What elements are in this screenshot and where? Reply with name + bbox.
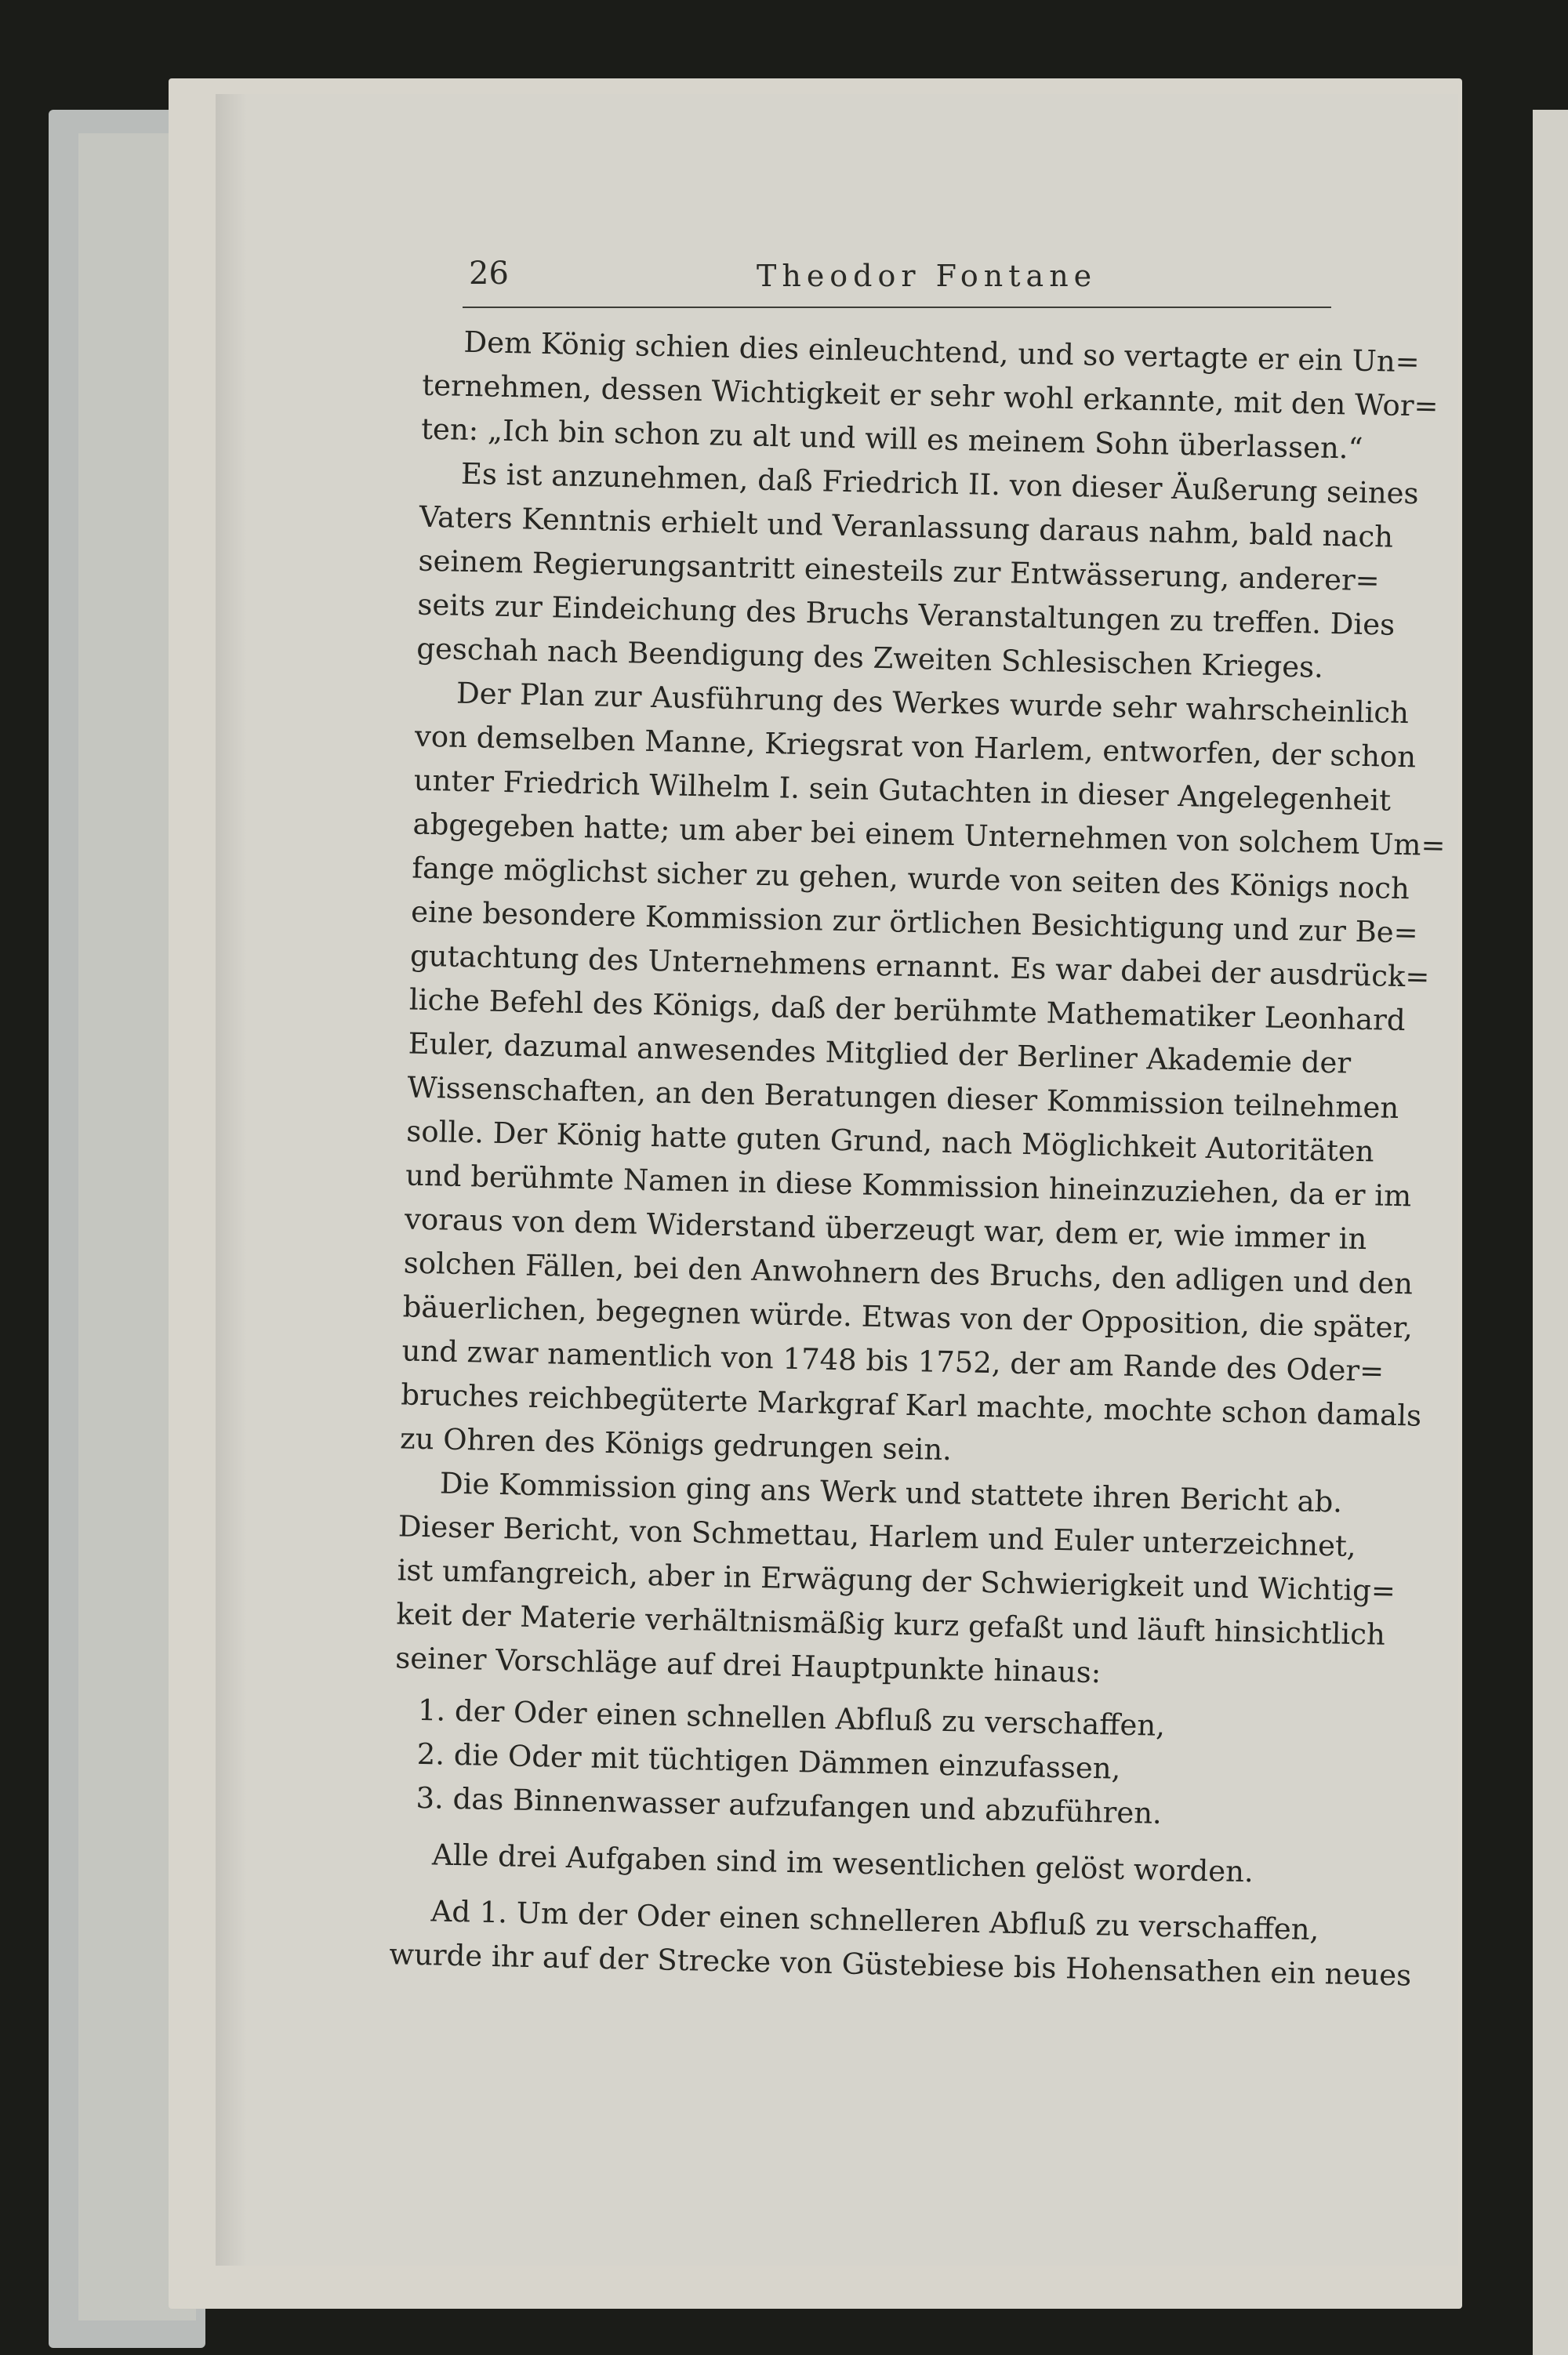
- page-gutter-shadow: [216, 94, 247, 2266]
- page-number: 26: [469, 256, 509, 292]
- text-line: Euler, dazumal anwesendes Mitglied der Berliner Akademie der: [408, 1026, 1352, 1080]
- text-line: ist umfangreich, aber in Erwägung der Schwierigkeit und Wichtig=: [397, 1553, 1396, 1609]
- text-line: seinem Regierungsantritt einesteils zur Entwässerung, anderer=: [418, 543, 1381, 598]
- text-line: seiner Vorschläge auf drei Hauptpunkte hinaus:: [394, 1641, 1102, 1690]
- body-text: [389, 320, 1446, 1996]
- header-rule: [463, 307, 1331, 308]
- text-line: eine besondere Kommission zur örtlichen Besichtigung und zur Be=: [410, 894, 1419, 950]
- text-line: abgegeben hatte; um aber bei einem Unternehmen von solchem Um=: [412, 807, 1446, 863]
- text-line: Die Kommission ging ans Werk und stattete ihren Bericht ab.: [439, 1466, 1343, 1519]
- text-line: Vaters Kenntnis erhielt und Veranlassung daraus nahm, bald nach: [419, 499, 1394, 554]
- text-line: solle. Der König hatte guten Grund, nach Möglichkeit Autoritäten: [405, 1114, 1375, 1169]
- text-line: bruches reichbegüterte Markgraf Karl machte, mochte schon damals: [400, 1377, 1422, 1433]
- text-line: von demselben Manne, Kriegsrat von Harlem, entworfen, der schon: [414, 719, 1417, 775]
- text-line: unter Friedrich Wilhelm I. sein Gutachten in dieser Angelegenheit: [413, 763, 1392, 818]
- page-header: [463, 249, 1333, 310]
- text-line: Ad 1. Um der Oder einen schnelleren Abfluß zu verschaffen,: [430, 1894, 1319, 1947]
- text-line: und zwar namentlich von 1748 bis 1752, der am Rande des Oder=: [401, 1334, 1385, 1388]
- text-line: geschah nach Beendigung des Zweiten Schlesischen Krieges.: [416, 631, 1324, 684]
- text-line: bäuerlichen, begegnen würde. Etwas von der Opposition, die später,: [402, 1290, 1414, 1345]
- list-item: 2. die Oder mit tüchtigen Dämmen einzufassen,: [416, 1736, 1121, 1786]
- text-line: seits zur Eindeichung des Bruchs Veranstaltungen zu treffen. Dies: [417, 587, 1396, 642]
- text-line: ten: „Ich bin schon zu alt und will es meinem Sohn überlassen.“: [420, 412, 1363, 466]
- text-line: wurde ihr auf der Strecke von Güstebiese bis Hohensathen ein neues: [389, 1937, 1412, 1993]
- text-line: keit der Materie verhältnismäßig kurz gefaßt und läuft hinsichtlich: [396, 1597, 1386, 1652]
- text-line: Wissenschaften, an den Beratungen dieser Kommission teilnehmen: [407, 1070, 1399, 1125]
- text-line: Alle drei Aufgaben sind im wesentlichen gelöst worden.: [431, 1838, 1254, 1889]
- facing-page-edge: [1533, 110, 1568, 2355]
- text-line: gutachtung des Unternehmens ernannt. Es war dabei der ausdrück=: [409, 938, 1430, 994]
- text-line: und berühmte Namen in diese Kommission hineinzuziehen, da er im: [405, 1158, 1412, 1214]
- text-line: Es ist anzunehmen, daß Friedrich II. von dieser Äußerung seines: [460, 456, 1420, 511]
- text-line: zu Ohren des Königs gedrungen sein.: [399, 1421, 953, 1468]
- text-line: Der Plan zur Ausführung des Werkes wurde sehr wahrscheinlich: [456, 676, 1410, 731]
- list-item: 3. das Binnenwasser aufzufangen und abzuführen.: [416, 1780, 1163, 1831]
- text-line: ternehmen, dessen Wichtigkeit er sehr wohl erkannte, mit den Wor=: [421, 368, 1439, 423]
- text-line: Dem König schien dies einleuchtend, und so vertagte er ein Un=: [463, 325, 1421, 379]
- text-line: solchen Fällen, bei den Anwohnern des Bruchs, den adligen und den: [403, 1246, 1414, 1301]
- text-line: voraus von dem Widerstand überzeugt war, dem er, wie immer in: [404, 1202, 1367, 1257]
- text-line: liche Befehl des Königs, daß der berühmte Mathematiker Leonhard: [408, 982, 1406, 1038]
- text-line: fange möglichst sicher zu gehen, wurde von seiten des Königs noch: [412, 851, 1410, 906]
- running-title: Theodor Fontane: [757, 259, 1098, 293]
- list-item: 1. der Oder einen schnellen Abfluß zu verschaffen,: [417, 1693, 1166, 1743]
- text-line: Dieser Bericht, von Schmettau, Harlem und Euler unterzeichnet,: [397, 1509, 1357, 1563]
